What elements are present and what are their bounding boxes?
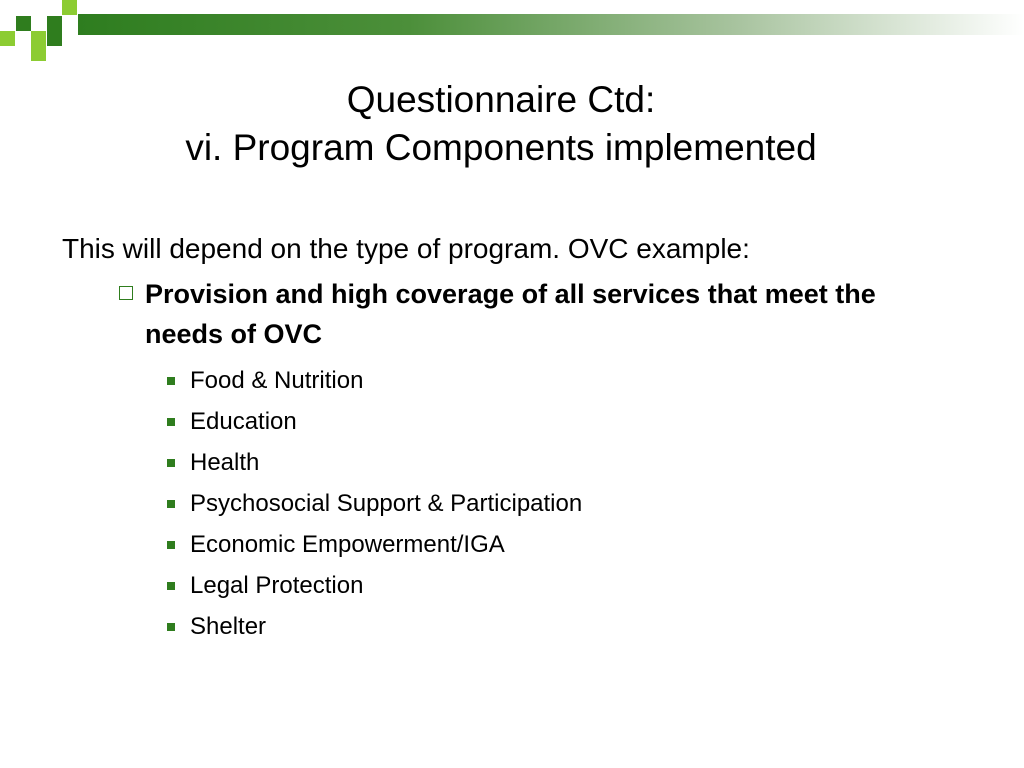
intro-text: This will depend on the type of program. OVC example: xyxy=(62,233,750,264)
square-bullet-icon xyxy=(167,623,175,631)
decor-square-icon xyxy=(0,31,15,46)
component-list xyxy=(164,360,962,647)
hollow-square-bullet-icon xyxy=(119,286,133,300)
list-item xyxy=(164,606,962,647)
list-item xyxy=(164,401,962,442)
header-gradient-bar xyxy=(78,14,1024,35)
list-item-text: Shelter xyxy=(190,613,267,640)
list-item-text: Legal Protection xyxy=(190,572,364,599)
list-item xyxy=(164,565,962,606)
square-bullet-icon xyxy=(167,459,175,467)
list-item-text: Education xyxy=(190,408,297,435)
square-bullet-icon xyxy=(167,418,175,426)
decor-square-icon xyxy=(47,16,62,31)
square-bullet-icon xyxy=(167,500,175,508)
decor-square-icon xyxy=(47,31,62,46)
list-item xyxy=(164,442,962,483)
title-line-2: vi. Program Components implemented xyxy=(185,127,817,168)
title-line-1: Questionnaire Ctd: xyxy=(346,79,656,120)
slide-title xyxy=(0,76,1002,172)
subheading-bullet xyxy=(119,274,905,354)
list-item-text: Economic Empowerment/IGA xyxy=(190,531,505,558)
list-item-text: Food & Nutrition xyxy=(190,367,364,394)
decor-square-icon xyxy=(16,16,31,31)
list-item-text: Health xyxy=(190,449,260,476)
decor-square-icon xyxy=(31,31,46,46)
decor-square-icon xyxy=(31,46,46,61)
list-item xyxy=(164,483,962,524)
square-bullet-icon xyxy=(167,541,175,549)
list-item xyxy=(164,524,962,565)
decor-square-icon xyxy=(62,0,77,15)
square-bullet-icon xyxy=(167,582,175,590)
square-bullet-icon xyxy=(167,377,175,385)
slide-body xyxy=(62,226,962,647)
list-item xyxy=(164,360,962,401)
list-item-text: Psychosocial Support & Participation xyxy=(190,490,583,517)
subheading-text: Provision and high coverage of all services that meet the needs of OVC xyxy=(145,279,876,349)
